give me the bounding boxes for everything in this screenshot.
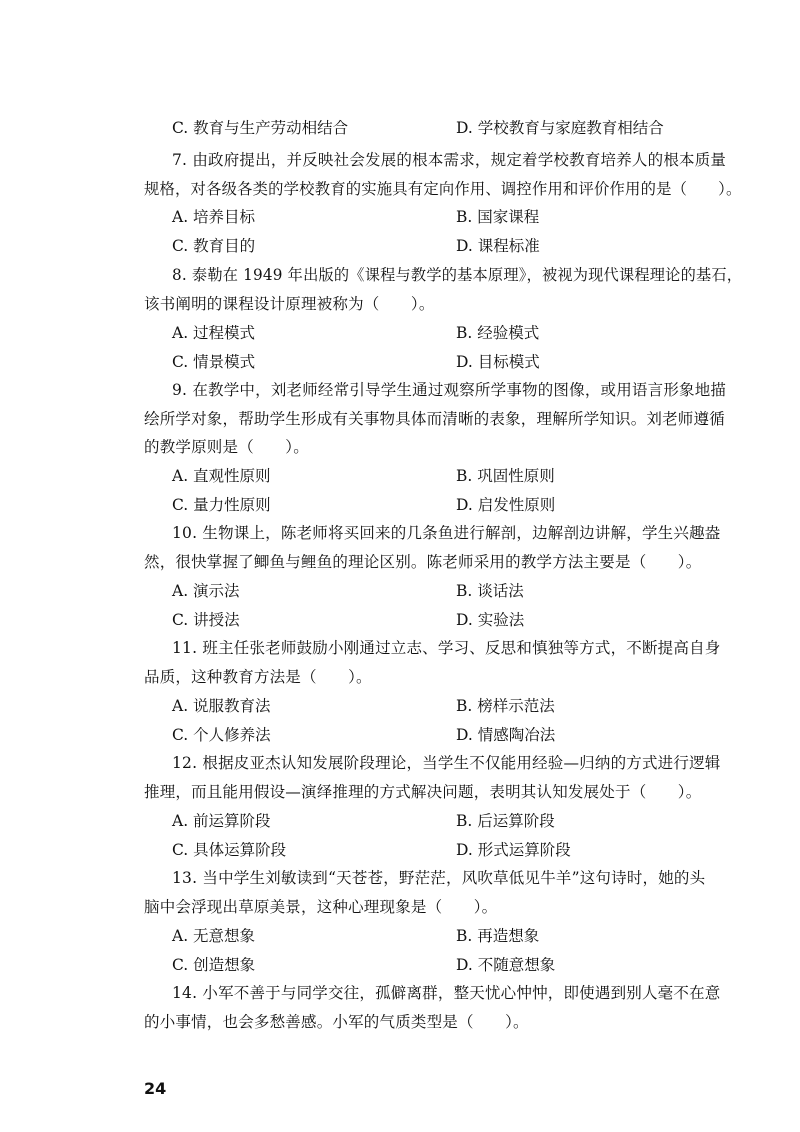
q10-option-a: A. 演示法: [172, 582, 240, 600]
q12-option-a: A. 前运算阶段: [172, 812, 271, 830]
question-10-line-1: 10. 生物课上，陈老师将买回来的几条鱼进行解剖，边解剖边讲解，学生兴趣盎: [172, 524, 721, 542]
q9-option-d: D. 启发性原则: [456, 496, 556, 514]
q11-option-c: C. 个人修养法: [172, 726, 271, 744]
q12-option-c: C. 具体运算阶段: [172, 841, 287, 859]
question-11-line-1: 11. 班主任张老师鼓励小刚通过立志、学习、反思和慎独等方式，不断提高自身: [172, 639, 721, 657]
q7-option-b: B. 国家课程: [456, 208, 540, 226]
question-7-line-1: 7. 由政府提出，并反映社会发展的根本需求，规定着学校教育培养人的根本质量: [172, 151, 727, 169]
q13-option-c: C. 创造想象: [172, 956, 256, 974]
question-9-line-1: 9. 在教学中，刘老师经常引导学生通过观察所学事物的图像，或用语言形象地描: [172, 381, 727, 399]
q7-option-c: C. 教育目的: [172, 237, 256, 255]
q9-option-c: C. 量力性原则: [172, 496, 271, 514]
q13-option-a: A. 无意想象: [172, 927, 256, 945]
question-8-line-1: 8. 泰勒在 1949 年出版的《课程与教学的基本原理》，被视为现代课程理论的基石，: [172, 266, 743, 284]
q6-option-c: C. 教育与生产劳动相结合: [172, 119, 349, 137]
q11-option-a: A. 说服教育法: [172, 697, 271, 715]
question-13-line-1: 13. 当中学生刘敏读到“天苍苍，野茫茫，风吹草低见牛羊”这句诗时，她的头: [172, 869, 706, 887]
q11-option-d: D. 情感陶冶法: [456, 726, 556, 744]
q8-option-a: A. 过程模式: [172, 324, 256, 342]
q8-option-c: C. 情景模式: [172, 353, 256, 371]
q10-option-c: C. 讲授法: [172, 611, 240, 629]
question-14-line-1: 14. 小军不善于与同学交往，孤僻离群，整天忧心忡忡，即使遇到别人毫不在意: [172, 984, 721, 1002]
q10-option-b: B. 谈话法: [456, 582, 524, 600]
q9-option-a: A. 直观性原则: [172, 467, 271, 485]
question-7-line-2: 规格，对各级各类的学校教育的实施具有定向作用、调控作用和评价作用的是（ ）。: [144, 180, 742, 198]
question-9-line-3: 的教学原则是（ ）。: [144, 438, 309, 456]
q12-option-d: D. 形式运算阶段: [456, 841, 571, 859]
q11-option-b: B. 榜样示范法: [456, 697, 555, 715]
q8-option-d: D. 目标模式: [456, 353, 540, 371]
q7-option-a: A. 培养目标: [172, 208, 256, 226]
q13-option-d: D. 不随意想象: [456, 956, 556, 974]
question-13-line-2: 脑中会浮现出草原美景，这种心理现象是（ ）。: [144, 898, 498, 916]
q13-option-b: B. 再造想象: [456, 927, 540, 945]
question-14-line-2: 的小事情，也会多愁善感。小军的气质类型是（ ）。: [144, 1013, 529, 1031]
question-12-line-2: 推理，而且能用假设—演绎推理的方式解决问题，表明其认知发展处于（ ）。: [144, 783, 702, 801]
question-8-line-2: 该书阐明的课程设计原理被称为（ ）。: [144, 295, 435, 313]
question-10-line-2: 然，很快掌握了鲫鱼与鲤鱼的理论区别。陈老师采用的教学方法主要是（ ）。: [144, 553, 702, 571]
q12-option-b: B. 后运算阶段: [456, 812, 555, 830]
page-number: 24: [144, 1079, 167, 1098]
q9-option-b: B. 巩固性原则: [456, 467, 555, 485]
q8-option-b: B. 经验模式: [456, 324, 540, 342]
q10-option-d: D. 实验法: [456, 611, 525, 629]
question-9-line-2: 绘所学对象，帮助学生形成有关事物具体而清晰的表象，理解所学知识。刘老师遵循: [144, 410, 725, 428]
q7-option-d: D. 课程标准: [456, 237, 540, 255]
question-12-line-1: 12. 根据皮亚杰认知发展阶段理论，当学生不仅能用经验—归纳的方式进行逻辑: [172, 754, 721, 772]
question-11-line-2: 品质，这种教育方法是（ ）。: [144, 668, 372, 686]
q6-option-d: D. 学校教育与家庭教育相结合: [456, 119, 664, 137]
